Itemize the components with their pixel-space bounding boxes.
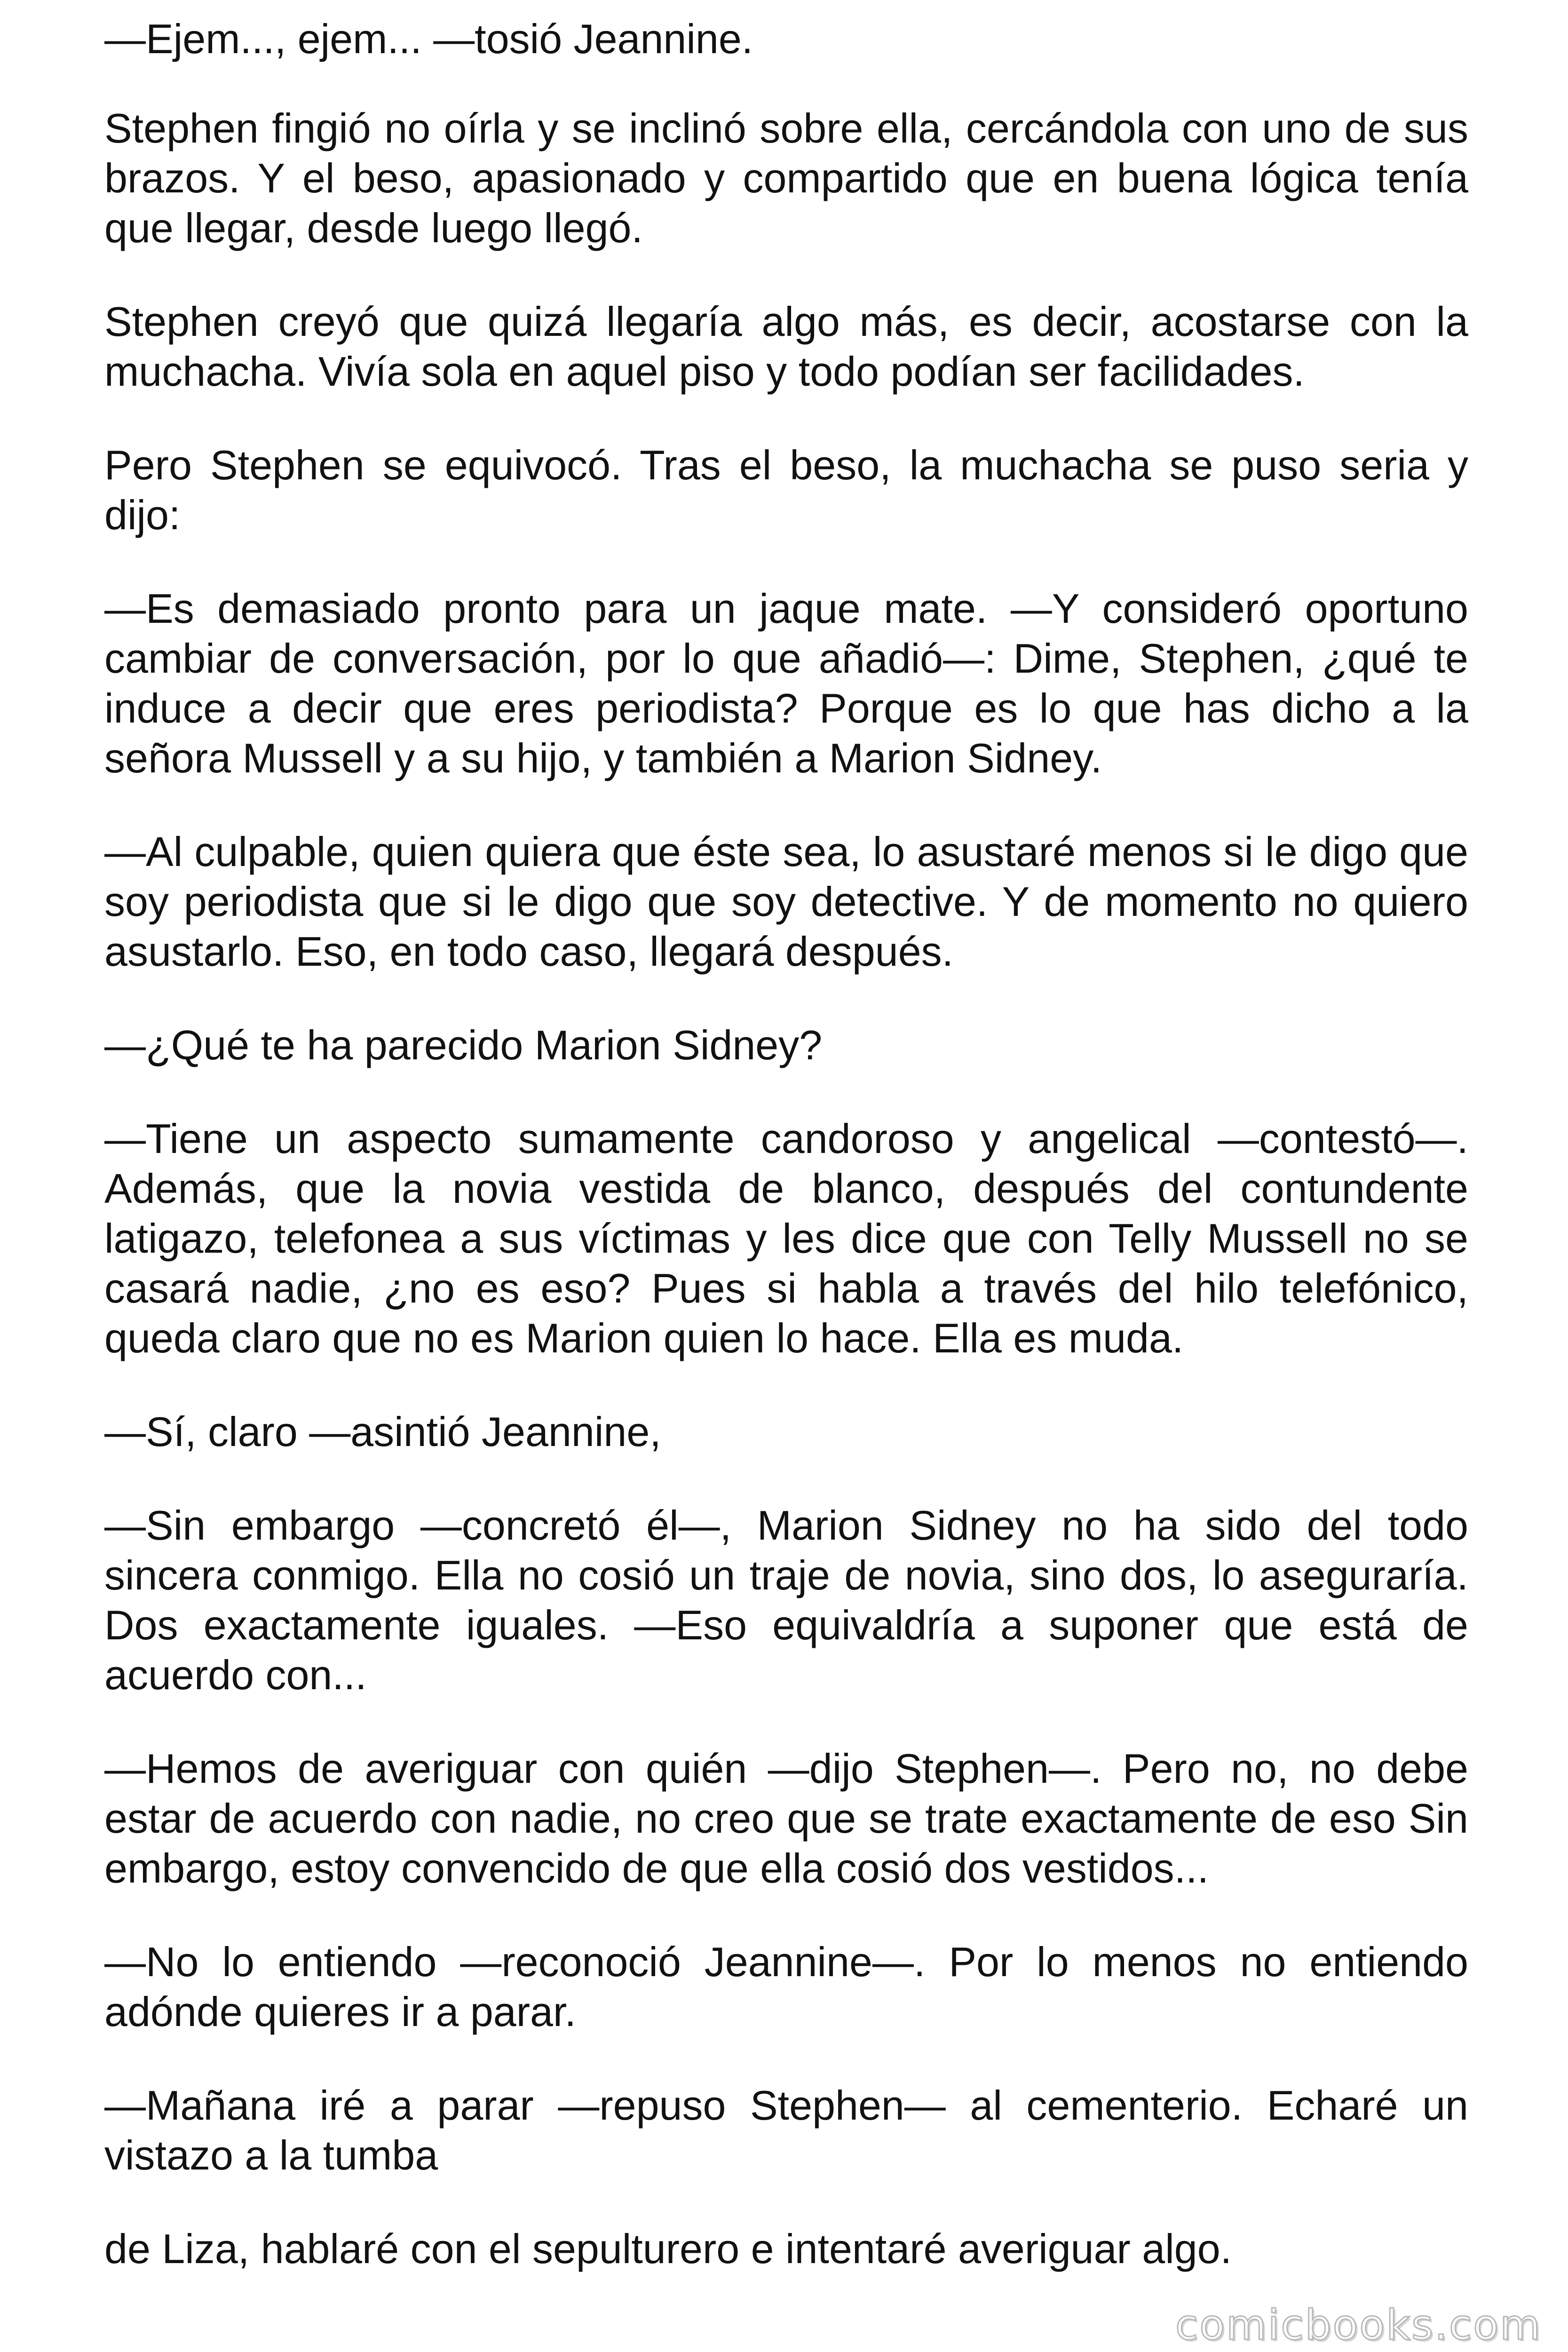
paragraph: —Sí, claro —asintió Jeannine, xyxy=(104,1408,661,1455)
paragraph: de Liza, hablaré con el sepulturero e intentaré averiguar algo. xyxy=(104,2225,1232,2272)
watermark-text: comicbooks.com xyxy=(1175,2301,1542,2349)
paragraph: —Sin embargo —concretó él—, Marion Sidney no ha sido del todo sincera conmigo. Ella no cosió un traje de novia, sino dos, lo aseguraría. Dos exactamente iguales. —Eso equivaldría a suponer que está de acuerdo con... xyxy=(104,1502,1468,1698)
paragraph: —Tiene un aspecto sumamente candoroso y angelical —contestó—. Además, que la novia vestida de blanco, después del contundente latigazo, telefonea a sus víctimas y les dice que con Telly Mussell no se casará nadie, ¿no es eso? Pues si habla a través del hilo telefónico, queda claro que no es Marion quien lo hace. Ella es muda. xyxy=(104,1115,1468,1361)
paragraph: Stephen creyó que quizá llegaría algo más, es decir, acostarse con la muchacha. Vivía sola en aquel piso y todo podían ser facilidades. xyxy=(104,298,1468,395)
document-page xyxy=(104,14,1468,2318)
paragraph: Pero Stephen se equivocó. Tras el beso, la muchacha se puso seria y dijo: xyxy=(104,442,1468,538)
paragraph: —Ejem..., ejem... —tosió Jeannine. xyxy=(104,16,753,62)
paragraph: —No lo entiendo —reconoció Jeannine—. Por lo menos no entiendo adónde quieres ir a parar. xyxy=(104,1939,1468,2035)
paragraph: —Mañana iré a parar —repuso Stephen— al cementerio. Echaré un vistazo a la tumba xyxy=(104,2082,1468,2178)
paragraph: —Es demasiado pronto para un jaque mate. —Y consideró oportuno cambiar de conversación, por lo que añadió—: Dime, Stephen, ¿qué te induce a decir que eres periodista? Porque es lo que has dicho a la señora Mussell y a su hijo, y también a Marion Sidney. xyxy=(104,585,1468,781)
paragraph: —Al culpable, quien quiera que éste sea, lo asustaré menos si le digo que soy periodista que si le digo que soy detective. Y de momento no quiero asustarlo. Eso, en todo caso, llegará después. xyxy=(104,828,1468,975)
paragraph: —¿Qué te ha parecido Marion Sidney? xyxy=(104,1022,823,1068)
paragraph: Stephen fingió no oírla y se inclinó sobre ella, cercándola con uno de sus brazos. Y el beso, apasionado y compartido que en buena lógica tenía que llegar, desde luego llegó. xyxy=(104,105,1468,251)
paragraph: —Hemos de averiguar con quién —dijo Stephen—. Pero no, no debe estar de acuerdo con nadie, no creo que se trate exactamente de eso Sin embargo, estoy convencido de que ella cosió dos vestidos... xyxy=(104,1745,1468,1891)
